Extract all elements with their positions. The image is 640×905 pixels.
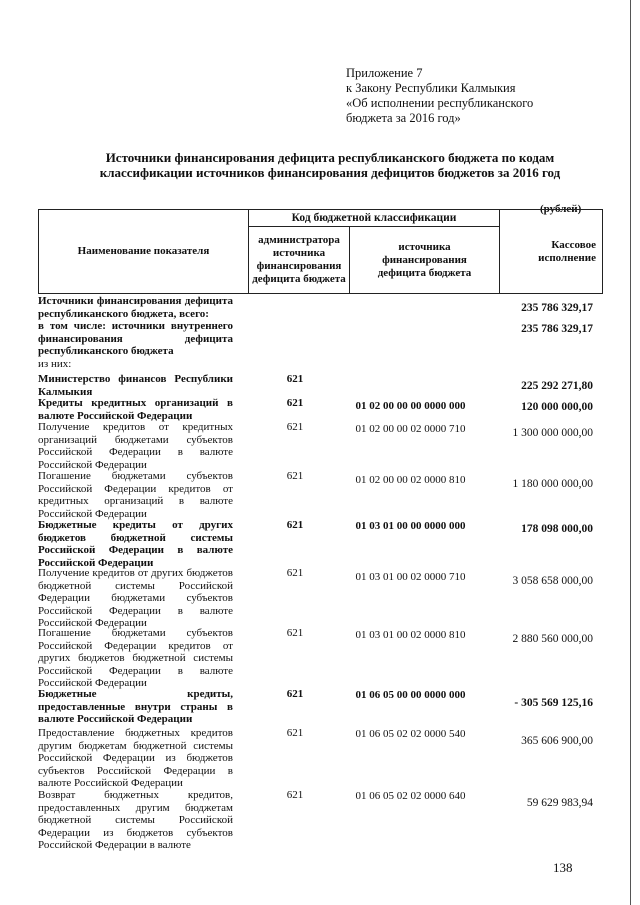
row-amount: 2 880 560 000,00 xyxy=(512,633,593,645)
row-name: из них: xyxy=(38,358,72,370)
row-name: Получение кредитов от кредитных организаций бюджетами субъектов Российской Федерации в валюте Российской Федерации xyxy=(38,421,233,471)
units-label: (рублей) xyxy=(540,203,582,215)
title-line: Источники финансирования дефицита республиканского бюджета по кодам xyxy=(105,150,555,165)
header-name-label: Наименование показателя xyxy=(77,245,210,257)
row-source-code: 01 03 01 00 02 0000 810 xyxy=(355,629,466,641)
row-name: Источники финансирования дефицита республиканского бюджета, всего: xyxy=(38,295,233,320)
header-amount-label: Кассовое исполнение xyxy=(538,238,596,264)
row-amount: 1 180 000 000,00 xyxy=(512,478,593,490)
header-admin-label: администратора источника финансирования дефицита бюджета xyxy=(252,234,346,285)
row-name: Бюджетные кредиты от других бюджетов бюджетной системы Российской Федерации в валюте Российской Федерации xyxy=(38,519,233,569)
row-admin-code: 621 xyxy=(286,470,304,482)
appendix-line: к Закону Республики Калмыкия xyxy=(346,81,516,95)
row-admin-code: 621 xyxy=(286,727,304,739)
row-admin-code: 621 xyxy=(286,627,304,639)
row-name: Министерство финансов Республики Калмыкия xyxy=(38,373,233,398)
row-source-code: 01 06 05 02 02 0000 640 xyxy=(355,790,466,802)
title-line: классификации источников финансирования дефицитов бюджетов за 2016 год xyxy=(99,165,561,180)
row-source-code: 01 03 01 00 00 0000 000 xyxy=(355,520,466,532)
row-source-code: 01 02 00 00 02 0000 810 xyxy=(355,474,466,486)
row-admin-code: 621 xyxy=(286,688,304,700)
row-name: Получение кредитов от других бюджетов бюджетной системы Российской Федерации бюджетами субъектов Российской Федерации в валюте Российской Федерации xyxy=(38,567,233,629)
row-name: Погашение бюджетами субъектов Российской Федерации кредитов от других бюджетов бюджетной системы Российской Федерации в валюте Российской Федерации xyxy=(38,627,233,689)
row-source-code: 01 02 00 00 00 0000 000 xyxy=(355,400,466,412)
appendix-line: «Об исполнении республиканского xyxy=(346,96,534,110)
row-admin-code: 621 xyxy=(286,519,304,531)
page-number: 138 xyxy=(553,860,573,875)
row-name: Возврат бюджетных кредитов, предоставленных другим бюджетам бюджетной системы Российской Федерации из бюджетов субъектов Российской Федерации в валюте xyxy=(38,789,233,851)
header-admin xyxy=(248,226,350,294)
row-amount: 120 000 000,00 xyxy=(521,401,593,413)
scan-edge-line xyxy=(630,0,631,905)
header-source xyxy=(349,226,500,294)
row-source-code: 01 06 05 00 00 0000 000 xyxy=(355,689,466,701)
row-name: Бюджетные кредиты, предоставленные внутри страны в валюте Российской Федерации xyxy=(38,688,233,725)
row-admin-code: 621 xyxy=(286,567,304,579)
document-title xyxy=(60,150,600,180)
row-name: Предоставление бюджетных кредитов другим бюджетам бюджетной системы Российской Федерации из бюджетов субъектов Российской Федерации в валюте Российской Федерации xyxy=(38,727,233,789)
header-amount xyxy=(499,209,603,294)
row-amount: 3 058 658 000,00 xyxy=(512,575,593,587)
row-admin-code: 621 xyxy=(286,789,304,801)
row-name: в том числе: источники внутреннего финансирования дефицита республиканского бюджета xyxy=(38,320,233,357)
row-source-code: 01 02 00 00 02 0000 710 xyxy=(355,423,466,435)
row-admin-code: 621 xyxy=(286,397,304,409)
appendix-line: Приложение 7 xyxy=(346,66,423,80)
row-name: Кредиты кредитных организаций в валюте Российской Федерации xyxy=(38,397,233,422)
header-code-group-label: Код бюджетной классификации xyxy=(291,211,457,224)
appendix-line: бюджета за 2016 год» xyxy=(346,111,461,125)
header-code-group xyxy=(248,209,500,227)
row-amount: 365 606 900,00 xyxy=(521,735,593,747)
row-amount: 59 629 983,94 xyxy=(526,797,593,809)
row-admin-code: 621 xyxy=(286,373,304,385)
row-amount: 1 300 000 000,00 xyxy=(512,427,593,439)
row-amount: 225 292 271,80 xyxy=(521,380,593,392)
row-source-code: 01 03 01 00 02 0000 710 xyxy=(355,571,466,583)
header-source-label: источника финансирования дефицита бюджета xyxy=(377,240,472,279)
row-source-code: 01 06 05 02 02 0000 540 xyxy=(355,728,466,740)
row-amount: 235 786 329,17 xyxy=(521,323,593,335)
appendix-header xyxy=(346,66,533,126)
row-admin-code: 621 xyxy=(286,421,304,433)
row-amount: - 305 569 125,16 xyxy=(514,697,593,709)
header-name xyxy=(38,209,249,294)
row-amount: 235 786 329,17 xyxy=(521,302,593,314)
row-name: Погашение бюджетами субъектов Российской Федерации кредитов от кредитных организаций в валюте Российской Федерации xyxy=(38,470,233,520)
row-amount: 178 098 000,00 xyxy=(521,523,593,535)
